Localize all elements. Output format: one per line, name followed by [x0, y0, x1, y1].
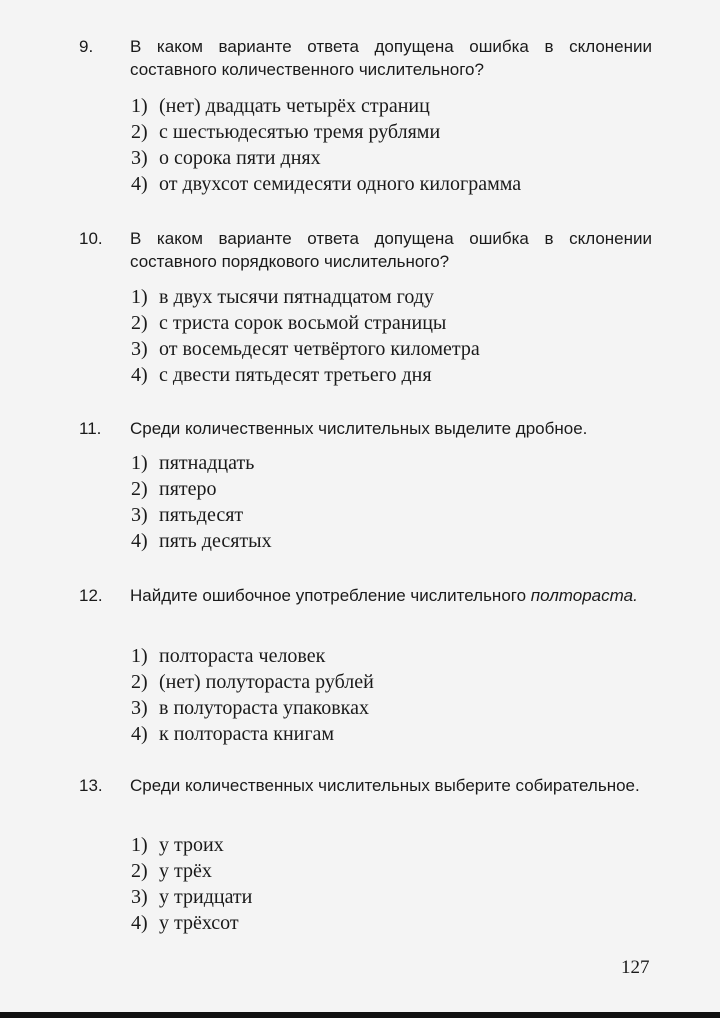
answer-option: [131, 721, 374, 747]
option-number: 4): [131, 723, 148, 745]
option-number: 2): [131, 671, 148, 693]
option-text: у троих: [159, 834, 224, 856]
question-number: 11.: [79, 419, 102, 438]
option-text: в полутораста упаковках: [159, 697, 369, 719]
question-text: Среди количественных числительных выделите дробное.: [130, 419, 588, 438]
answer-option: [131, 528, 272, 554]
option-number: 1): [131, 834, 148, 856]
option-text: у трёх: [159, 860, 212, 882]
question-number: 13.: [79, 776, 103, 795]
question-text: [130, 584, 652, 607]
answer-options-11: [131, 450, 272, 554]
answer-option: [131, 336, 480, 362]
answer-option: [131, 145, 521, 171]
option-text: полтораста человек: [159, 645, 326, 667]
option-number: 2): [131, 312, 148, 334]
question-number: 12.: [79, 586, 103, 605]
answer-option: [131, 171, 521, 197]
option-text: о сорока пяти днях: [159, 147, 321, 169]
answer-option: [131, 284, 480, 310]
option-text: пять десятых: [159, 530, 272, 552]
option-number: 2): [131, 478, 148, 500]
option-text: от двухсот семидесяти одного килограмма: [159, 173, 522, 195]
option-text: к полтораста книгам: [159, 723, 335, 745]
option-text: от восемьдесят четвёртого километра: [159, 338, 480, 360]
option-text: с триста сорок восьмой страницы: [159, 312, 447, 334]
option-text: с двести пятьдесят третьего дня: [159, 364, 432, 386]
question-text: В каком варианте ответа допущена ошибка в склонении составного количественного числительного?: [130, 37, 652, 79]
question-number: 9.: [79, 37, 94, 56]
answer-option: [131, 502, 272, 528]
option-number: 3): [131, 338, 148, 360]
option-number: 1): [131, 286, 148, 308]
question-text-plain: Найдите ошибочное употребление числительного: [130, 586, 531, 605]
answer-options-13: [131, 832, 252, 936]
option-text: пятеро: [159, 478, 217, 500]
answer-option: [131, 910, 252, 936]
answer-option: [131, 310, 480, 336]
option-number: 4): [131, 364, 148, 386]
option-number: 1): [131, 645, 148, 667]
answer-option: [131, 832, 252, 858]
answer-option: [131, 695, 374, 721]
question-text: В каком варианте ответа допущена ошибка в склонении составного порядкового числительного?: [130, 229, 652, 271]
option-number: 3): [131, 504, 148, 526]
option-text: у тридцати: [159, 886, 253, 908]
answer-option: [131, 476, 272, 502]
option-number: 3): [131, 697, 148, 719]
answer-option: [131, 362, 480, 388]
option-text: у трёхсот: [159, 912, 239, 934]
option-number: 2): [131, 860, 148, 882]
option-number: 3): [131, 886, 148, 908]
option-number: 1): [131, 95, 148, 117]
answer-options-12: [131, 643, 374, 747]
option-number: 4): [131, 912, 148, 934]
answer-option: [131, 669, 374, 695]
answer-option: [131, 884, 252, 910]
option-number: 4): [131, 530, 148, 552]
answer-options-10: [131, 284, 480, 388]
bottom-edge-divider: [0, 1012, 720, 1018]
option-number: 3): [131, 147, 148, 169]
question-number: 10.: [79, 229, 103, 248]
question-text-italic: полтораста.: [530, 586, 638, 605]
option-number: 1): [131, 452, 148, 474]
answer-option: [131, 119, 521, 145]
option-number: 2): [131, 121, 148, 143]
answer-option: [131, 858, 252, 884]
option-text: пятьдесят: [159, 504, 244, 526]
answer-option: [131, 643, 374, 669]
option-text: (нет) двадцать четырёх страниц: [159, 95, 430, 117]
answer-option: [131, 450, 272, 476]
option-number: 4): [131, 173, 148, 195]
answer-options-9: [131, 93, 521, 197]
answer-option: [131, 93, 521, 119]
option-text: (нет) полутораста рублей: [159, 671, 374, 693]
option-text: с шестьюдесятью тремя рублями: [159, 121, 441, 143]
option-text: пятнадцать: [159, 452, 255, 474]
question-text: Среди количественных числительных выберите собирательное.: [130, 776, 640, 795]
option-text: в двух тысячи пятнадцатом году: [159, 286, 434, 308]
page-number: 127: [621, 957, 650, 978]
